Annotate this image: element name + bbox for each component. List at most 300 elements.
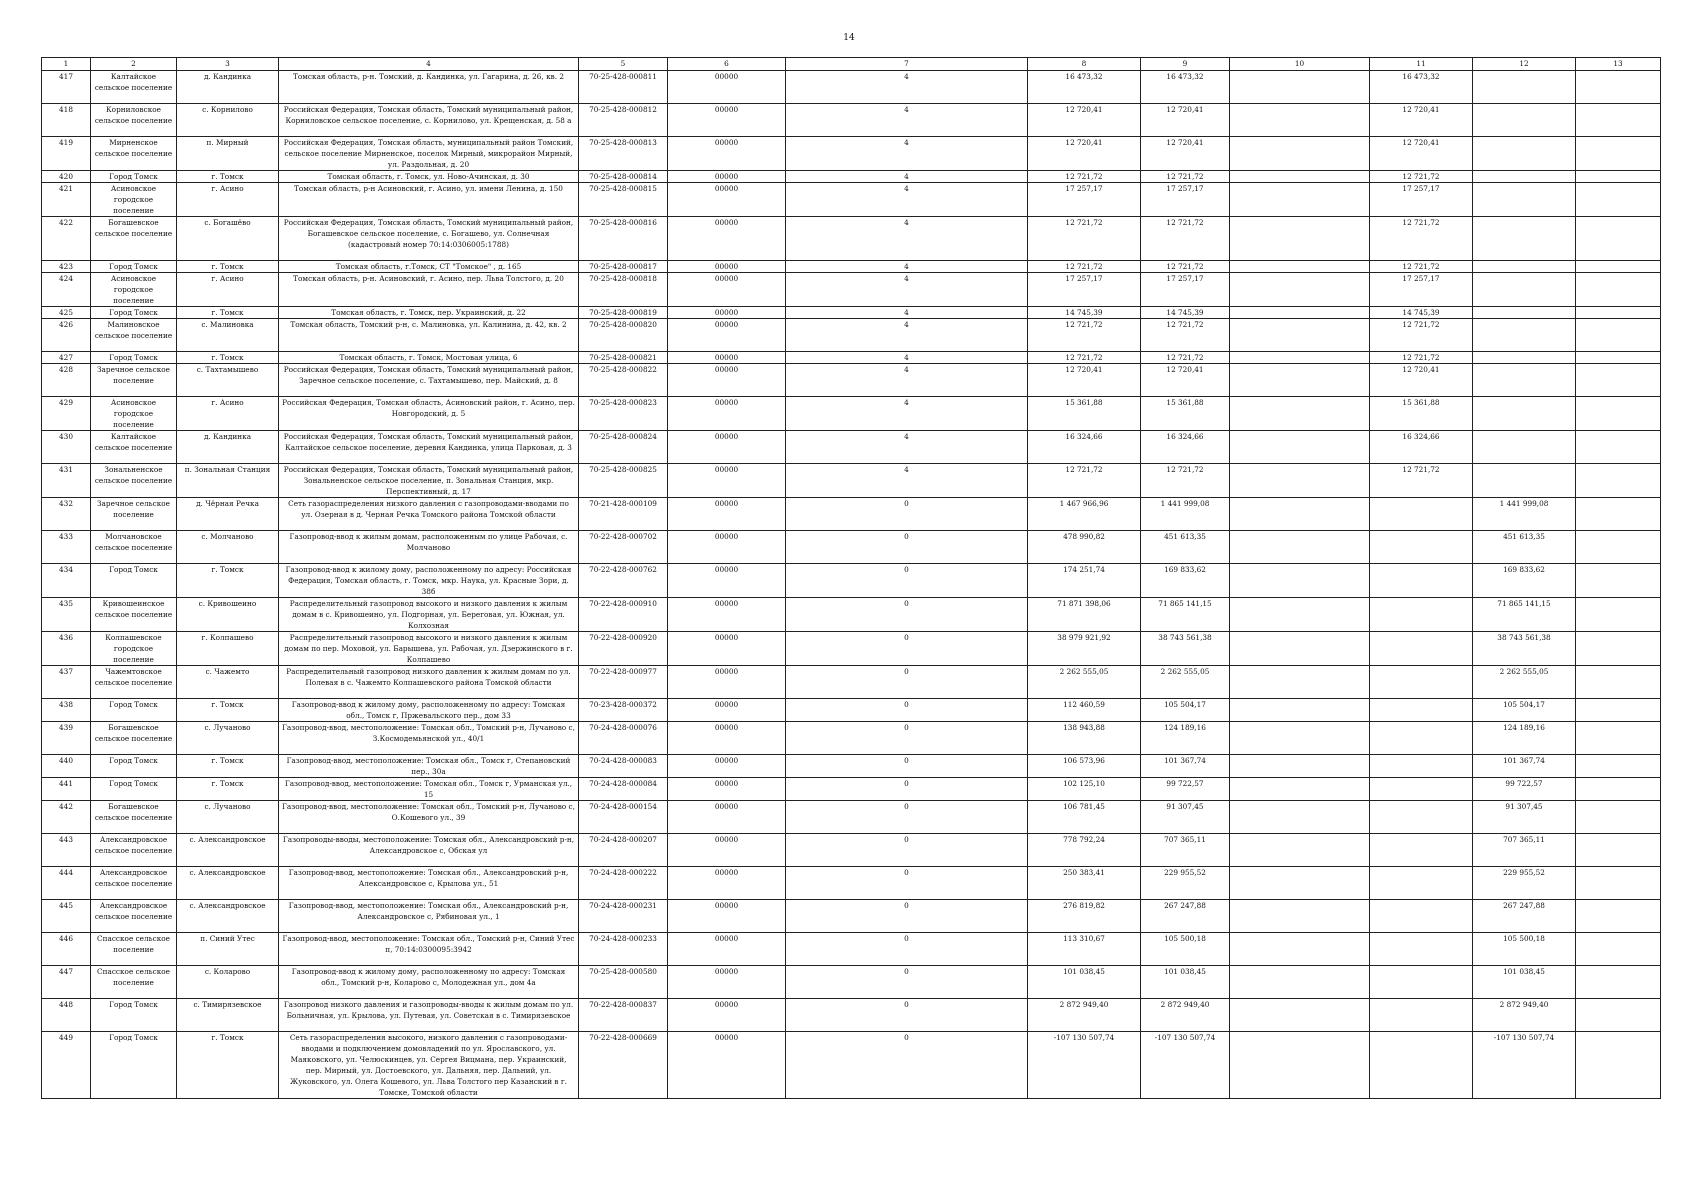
category-cell: 4 bbox=[786, 352, 1028, 364]
value-cell bbox=[1473, 319, 1576, 352]
row-number: 443 bbox=[42, 834, 91, 867]
value-cell bbox=[1230, 464, 1370, 498]
value-cell: 106 781,45 bbox=[1028, 801, 1141, 834]
value-cell bbox=[1473, 261, 1576, 273]
settlement-cell: Богашевское сельское поселение bbox=[91, 801, 177, 834]
address-cell: Газопровод низкого давления и газопроводы-вводы к жилым домам по ул. Больничная, ул. Крылова, ул. Путевая, ул. Советская в с. Тимирязевское bbox=[279, 999, 579, 1032]
value-cell bbox=[1230, 1032, 1370, 1099]
value-cell bbox=[1576, 900, 1661, 933]
value-cell bbox=[1230, 699, 1370, 722]
locality-cell: г. Асино bbox=[177, 273, 279, 307]
value-cell: 250 383,41 bbox=[1028, 867, 1141, 900]
locality-cell: п. Зональная Станция bbox=[177, 464, 279, 498]
value-cell bbox=[1230, 755, 1370, 778]
value-cell bbox=[1576, 104, 1661, 137]
object-code-cell: 70-25-428-000823 bbox=[579, 397, 668, 431]
value-cell: 12 721,72 bbox=[1370, 217, 1473, 261]
object-code-cell: 70-25-428-000822 bbox=[579, 364, 668, 397]
value-cell bbox=[1576, 352, 1661, 364]
code-cell: 00000 bbox=[668, 801, 786, 834]
code-cell: 00000 bbox=[668, 464, 786, 498]
value-cell bbox=[1576, 666, 1661, 699]
locality-cell: г. Асино bbox=[177, 397, 279, 431]
code-cell: 00000 bbox=[668, 531, 786, 564]
value-cell: 15 361,88 bbox=[1370, 397, 1473, 431]
locality-cell: с. Коларово bbox=[177, 966, 279, 999]
row-number: 442 bbox=[42, 801, 91, 834]
settlement-cell: Калтайское сельское поселение bbox=[91, 71, 177, 104]
code-cell: 00000 bbox=[668, 564, 786, 598]
value-cell bbox=[1576, 933, 1661, 966]
table-row bbox=[42, 71, 1661, 104]
value-cell bbox=[1576, 364, 1661, 397]
value-cell bbox=[1230, 778, 1370, 801]
object-code-cell: 70-25-428-000819 bbox=[579, 307, 668, 319]
locality-cell: с. Лучаново bbox=[177, 722, 279, 755]
value-cell bbox=[1473, 71, 1576, 104]
row-number: 421 bbox=[42, 183, 91, 217]
value-cell bbox=[1370, 666, 1473, 699]
settlement-cell: Город Томск bbox=[91, 307, 177, 319]
value-cell: 112 460,59 bbox=[1028, 699, 1141, 722]
value-cell: 12 721,72 bbox=[1028, 261, 1141, 273]
locality-cell: с. Тахтамышево bbox=[177, 364, 279, 397]
address-cell: Газопроводы-вводы, местоположение: Томская обл., Александровский р-н, Александровское с, Обская ул bbox=[279, 834, 579, 867]
table-row bbox=[42, 531, 1661, 564]
address-cell: Сеть газораспределения низкого давления с газопроводами-вводами по ул. Озерная в д. Черная Речка Томского района Томской области bbox=[279, 498, 579, 531]
value-cell: 12 720,41 bbox=[1141, 137, 1230, 171]
value-cell bbox=[1473, 183, 1576, 217]
category-cell: 0 bbox=[786, 999, 1028, 1032]
category-cell: 4 bbox=[786, 137, 1028, 171]
locality-cell: с. Александровское bbox=[177, 900, 279, 933]
value-cell: 38 743 561,38 bbox=[1141, 632, 1230, 666]
value-cell: 101 038,45 bbox=[1028, 966, 1141, 999]
settlement-cell: Город Томск bbox=[91, 261, 177, 273]
code-cell: 00000 bbox=[668, 104, 786, 137]
column-number: 3 bbox=[177, 58, 279, 71]
page-number: 14 bbox=[843, 33, 855, 43]
object-code-cell: 70-25-428-000817 bbox=[579, 261, 668, 273]
value-cell: 169 833,62 bbox=[1473, 564, 1576, 598]
value-cell: 707 365,11 bbox=[1141, 834, 1230, 867]
value-cell: 105 504,17 bbox=[1473, 699, 1576, 722]
column-number-row bbox=[42, 58, 1661, 71]
address-cell: Распределительный газопровод высокого и низкого давления к жилым домам в с. Кривошеино, ул. Подгорная, ул. Береговая, ул. Южная, ул. Колхозная bbox=[279, 598, 579, 632]
value-cell bbox=[1576, 319, 1661, 352]
category-cell: 0 bbox=[786, 722, 1028, 755]
value-cell bbox=[1230, 183, 1370, 217]
settlement-cell: Кривошеинское сельское поселение bbox=[91, 598, 177, 632]
value-cell: 12 721,72 bbox=[1370, 171, 1473, 183]
code-cell: 00000 bbox=[668, 1032, 786, 1099]
value-cell bbox=[1230, 666, 1370, 699]
category-cell: 4 bbox=[786, 319, 1028, 352]
row-number: 418 bbox=[42, 104, 91, 137]
value-cell: 2 262 555,05 bbox=[1141, 666, 1230, 699]
row-number: 429 bbox=[42, 397, 91, 431]
object-code-cell: 70-24-428-000222 bbox=[579, 867, 668, 900]
value-cell: -107 130 507,74 bbox=[1473, 1032, 1576, 1099]
value-cell bbox=[1230, 966, 1370, 999]
code-cell: 00000 bbox=[668, 273, 786, 307]
value-cell: 91 307,45 bbox=[1473, 801, 1576, 834]
category-cell: 0 bbox=[786, 801, 1028, 834]
value-cell: 478 990,82 bbox=[1028, 531, 1141, 564]
value-cell: 14 745,39 bbox=[1028, 307, 1141, 319]
value-cell bbox=[1230, 531, 1370, 564]
settlement-cell: Город Томск bbox=[91, 999, 177, 1032]
value-cell bbox=[1370, 632, 1473, 666]
address-cell: Газопровод-ввод, местоположение: Томская обл., Томск г, Степановский пер., 30а bbox=[279, 755, 579, 778]
table-row bbox=[42, 632, 1661, 666]
table-row bbox=[42, 171, 1661, 183]
address-cell: Российская Федерация, Томская область, Томский муниципальный район, Корниловское сельское поселение, с. Корнилово, ул. Крещенская, д. 58 а bbox=[279, 104, 579, 137]
value-cell: 267 247,88 bbox=[1141, 900, 1230, 933]
value-cell: 451 613,35 bbox=[1473, 531, 1576, 564]
object-code-cell: 70-25-428-000814 bbox=[579, 171, 668, 183]
value-cell: 12 721,72 bbox=[1141, 261, 1230, 273]
settlement-cell: Заречное сельское поселение bbox=[91, 498, 177, 531]
row-number: 440 bbox=[42, 755, 91, 778]
value-cell bbox=[1473, 273, 1576, 307]
address-cell: Распределительный газопровод высокого и низкого давления к жилым домам по пер. Моховой, ул. Барышева, ул. Рабочая, ул. Дзержинского в г. Колпашево bbox=[279, 632, 579, 666]
object-code-cell: 70-25-428-000811 bbox=[579, 71, 668, 104]
code-cell: 00000 bbox=[668, 364, 786, 397]
locality-cell: г. Томск bbox=[177, 1032, 279, 1099]
value-cell: 12 721,72 bbox=[1028, 217, 1141, 261]
locality-cell: с. Богашёво bbox=[177, 217, 279, 261]
value-cell: 101 367,74 bbox=[1141, 755, 1230, 778]
category-cell: 0 bbox=[786, 531, 1028, 564]
value-cell bbox=[1370, 900, 1473, 933]
row-number: 427 bbox=[42, 352, 91, 364]
value-cell bbox=[1473, 137, 1576, 171]
category-cell: 0 bbox=[786, 933, 1028, 966]
row-number: 432 bbox=[42, 498, 91, 531]
value-cell bbox=[1370, 722, 1473, 755]
value-cell: 17 257,17 bbox=[1028, 183, 1141, 217]
row-number: 437 bbox=[42, 666, 91, 699]
value-cell bbox=[1576, 867, 1661, 900]
value-cell bbox=[1576, 778, 1661, 801]
value-cell bbox=[1576, 431, 1661, 464]
value-cell bbox=[1576, 755, 1661, 778]
value-cell: 16 324,66 bbox=[1370, 431, 1473, 464]
value-cell: 16 473,32 bbox=[1370, 71, 1473, 104]
value-cell bbox=[1370, 867, 1473, 900]
settlement-cell: Город Томск bbox=[91, 755, 177, 778]
settlement-cell: Александровское сельское поселение bbox=[91, 900, 177, 933]
value-cell bbox=[1576, 966, 1661, 999]
object-code-cell: 70-24-428-000233 bbox=[579, 933, 668, 966]
value-cell bbox=[1576, 999, 1661, 1032]
value-cell: 12 721,72 bbox=[1370, 261, 1473, 273]
code-cell: 00000 bbox=[668, 834, 786, 867]
value-cell: 105 500,18 bbox=[1141, 933, 1230, 966]
address-cell: Российская Федерация, Томская область, Асиновский район, г. Асино, пер. Новгородский, д. 5 bbox=[279, 397, 579, 431]
settlement-cell: Город Томск bbox=[91, 171, 177, 183]
value-cell bbox=[1576, 137, 1661, 171]
locality-cell: г. Колпашево bbox=[177, 632, 279, 666]
column-number: 10 bbox=[1230, 58, 1370, 71]
category-cell: 4 bbox=[786, 261, 1028, 273]
value-cell: -107 130 507,74 bbox=[1028, 1032, 1141, 1099]
value-cell: 105 504,17 bbox=[1141, 699, 1230, 722]
row-number: 447 bbox=[42, 966, 91, 999]
locality-cell: с. Корнилово bbox=[177, 104, 279, 137]
category-cell: 0 bbox=[786, 699, 1028, 722]
value-cell bbox=[1576, 801, 1661, 834]
locality-cell: с. Молчаново bbox=[177, 531, 279, 564]
value-cell: 12 721,72 bbox=[1370, 352, 1473, 364]
value-cell: 124 189,16 bbox=[1473, 722, 1576, 755]
settlement-cell: Заречное сельское поселение bbox=[91, 364, 177, 397]
address-cell: Газопровод-ввод к жилому дому, расположенному по адресу: Томская обл., Томск г, Пржевальского пер., дом 33 bbox=[279, 699, 579, 722]
value-cell bbox=[1230, 137, 1370, 171]
address-cell: Российская Федерация, Томская область, Томский муниципальный район, Богашевское сельское поселение, с. Богашево, ул. Солнечная (кадастровый номер 70:14:0306005:1788) bbox=[279, 217, 579, 261]
value-cell: 2 872 949,40 bbox=[1141, 999, 1230, 1032]
locality-cell: п. Синий Утес bbox=[177, 933, 279, 966]
value-cell: 38 743 561,38 bbox=[1473, 632, 1576, 666]
value-cell bbox=[1576, 1032, 1661, 1099]
object-code-cell: 70-24-428-000083 bbox=[579, 755, 668, 778]
value-cell bbox=[1230, 632, 1370, 666]
value-cell: 12 721,72 bbox=[1141, 217, 1230, 261]
category-cell: 0 bbox=[786, 900, 1028, 933]
category-cell: 4 bbox=[786, 71, 1028, 104]
category-cell: 4 bbox=[786, 364, 1028, 397]
category-cell: 0 bbox=[786, 666, 1028, 699]
value-cell bbox=[1370, 999, 1473, 1032]
value-cell bbox=[1230, 933, 1370, 966]
value-cell: 105 500,18 bbox=[1473, 933, 1576, 966]
code-cell: 00000 bbox=[668, 867, 786, 900]
settlement-cell: Молчановское сельское поселение bbox=[91, 531, 177, 564]
category-cell: 0 bbox=[786, 598, 1028, 632]
code-cell: 00000 bbox=[668, 933, 786, 966]
settlement-cell: Спасское сельское поселение bbox=[91, 933, 177, 966]
value-cell bbox=[1370, 966, 1473, 999]
settlement-cell: Спасское сельское поселение bbox=[91, 966, 177, 999]
settlement-cell: Город Томск bbox=[91, 1032, 177, 1099]
value-cell bbox=[1230, 217, 1370, 261]
code-cell: 00000 bbox=[668, 722, 786, 755]
address-cell: Томская область, г.Томск, СТ "Томское" , д. 165 bbox=[279, 261, 579, 273]
table-row bbox=[42, 801, 1661, 834]
object-code-cell: 70-23-428-000372 bbox=[579, 699, 668, 722]
category-cell: 4 bbox=[786, 464, 1028, 498]
table-row bbox=[42, 999, 1661, 1032]
value-cell: 174 251,74 bbox=[1028, 564, 1141, 598]
row-number: 431 bbox=[42, 464, 91, 498]
object-code-cell: 70-22-428-000837 bbox=[579, 999, 668, 1032]
row-number: 448 bbox=[42, 999, 91, 1032]
value-cell: 15 361,88 bbox=[1141, 397, 1230, 431]
column-number: 13 bbox=[1576, 58, 1661, 71]
code-cell: 00000 bbox=[668, 261, 786, 273]
value-cell bbox=[1230, 307, 1370, 319]
value-cell bbox=[1370, 933, 1473, 966]
value-cell bbox=[1576, 598, 1661, 632]
settlement-cell: Корниловское сельское поселение bbox=[91, 104, 177, 137]
value-cell: 12 721,72 bbox=[1028, 352, 1141, 364]
settlement-cell: Богашевское сельское поселение bbox=[91, 722, 177, 755]
row-number: 436 bbox=[42, 632, 91, 666]
code-cell: 00000 bbox=[668, 397, 786, 431]
value-cell: 71 871 398,06 bbox=[1028, 598, 1141, 632]
row-number: 420 bbox=[42, 171, 91, 183]
category-cell: 0 bbox=[786, 632, 1028, 666]
row-number: 417 bbox=[42, 71, 91, 104]
table-row bbox=[42, 722, 1661, 755]
value-cell: 16 324,66 bbox=[1028, 431, 1141, 464]
table-row bbox=[42, 104, 1661, 137]
address-cell: Газопровод-ввод, местоположение: Томская обл., Александровский р-н, Александровское с, Крылова ул., 51 bbox=[279, 867, 579, 900]
column-number: 9 bbox=[1141, 58, 1230, 71]
table-row bbox=[42, 464, 1661, 498]
locality-cell: д. Чёрная Речка bbox=[177, 498, 279, 531]
table-row bbox=[42, 666, 1661, 699]
settlement-cell: Асиновское городское поселение bbox=[91, 397, 177, 431]
value-cell: 16 473,32 bbox=[1028, 71, 1141, 104]
value-cell: 17 257,17 bbox=[1141, 273, 1230, 307]
address-cell: Газопровод-ввод, местоположение: Томская обл., Томский р-н, Лучаново с, З.Космодемьянской ул., 40/1 bbox=[279, 722, 579, 755]
table-row bbox=[42, 598, 1661, 632]
value-cell bbox=[1473, 364, 1576, 397]
object-code-cell: 70-25-428-000813 bbox=[579, 137, 668, 171]
value-cell bbox=[1370, 801, 1473, 834]
address-cell: Газопровод-ввод к жилому дому, расположенному по адресу: Российская Федерация, Томская область, г. Томск, мкр. Наука, ул. Красные Зори, д. 38б bbox=[279, 564, 579, 598]
value-cell: 17 257,17 bbox=[1028, 273, 1141, 307]
value-cell bbox=[1230, 564, 1370, 598]
settlement-cell: Зональненское сельское поселение bbox=[91, 464, 177, 498]
locality-cell: г. Томск bbox=[177, 171, 279, 183]
value-cell: 12 721,72 bbox=[1141, 352, 1230, 364]
object-code-cell: 70-25-428-000820 bbox=[579, 319, 668, 352]
value-cell bbox=[1230, 834, 1370, 867]
value-cell bbox=[1370, 564, 1473, 598]
value-cell bbox=[1576, 71, 1661, 104]
code-cell: 00000 bbox=[668, 966, 786, 999]
value-cell: 229 955,52 bbox=[1473, 867, 1576, 900]
locality-cell: г. Томск bbox=[177, 778, 279, 801]
object-code-cell: 70-25-428-000580 bbox=[579, 966, 668, 999]
address-cell: Томская область, р-н. Томский, д. Кандинка, ул. Гагарина, д. 26, кв. 2 bbox=[279, 71, 579, 104]
object-code-cell: 70-25-428-000824 bbox=[579, 431, 668, 464]
value-cell: 12 720,41 bbox=[1028, 137, 1141, 171]
address-cell: Томская область, р-н Асиновский, г. Асино, ул. имени Ленина, д. 150 bbox=[279, 183, 579, 217]
value-cell bbox=[1576, 217, 1661, 261]
value-cell: 2 872 949,40 bbox=[1028, 999, 1141, 1032]
code-cell: 00000 bbox=[668, 171, 786, 183]
value-cell bbox=[1473, 431, 1576, 464]
value-cell bbox=[1230, 273, 1370, 307]
value-cell bbox=[1473, 104, 1576, 137]
value-cell bbox=[1576, 183, 1661, 217]
value-cell: 12 720,41 bbox=[1028, 364, 1141, 397]
value-cell: 12 721,72 bbox=[1141, 171, 1230, 183]
value-cell: 12 720,41 bbox=[1028, 104, 1141, 137]
value-cell: 99 722,57 bbox=[1141, 778, 1230, 801]
settlement-cell: Город Томск bbox=[91, 778, 177, 801]
value-cell bbox=[1370, 778, 1473, 801]
address-cell: Российская Федерация, Томская область, Томский муниципальный район, Зональненское сельское поселение, п. Зональная Станция, мкр. Перспективный, д. 17 bbox=[279, 464, 579, 498]
value-cell bbox=[1576, 397, 1661, 431]
settlement-cell: Город Томск bbox=[91, 699, 177, 722]
table-row bbox=[42, 966, 1661, 999]
object-code-cell: 70-22-428-000702 bbox=[579, 531, 668, 564]
value-cell: 113 310,67 bbox=[1028, 933, 1141, 966]
table-row bbox=[42, 900, 1661, 933]
table-row bbox=[42, 1032, 1661, 1099]
locality-cell: п. Мирный bbox=[177, 137, 279, 171]
table-row bbox=[42, 778, 1661, 801]
value-cell bbox=[1230, 171, 1370, 183]
column-number: 5 bbox=[579, 58, 668, 71]
settlement-cell: Колпашевское городское поселение bbox=[91, 632, 177, 666]
table-row bbox=[42, 319, 1661, 352]
code-cell: 00000 bbox=[668, 352, 786, 364]
value-cell: 38 979 921,92 bbox=[1028, 632, 1141, 666]
value-cell bbox=[1576, 632, 1661, 666]
code-cell: 00000 bbox=[668, 137, 786, 171]
code-cell: 00000 bbox=[668, 699, 786, 722]
locality-cell: с. Чажемто bbox=[177, 666, 279, 699]
value-cell bbox=[1230, 364, 1370, 397]
value-cell bbox=[1370, 598, 1473, 632]
row-number: 438 bbox=[42, 699, 91, 722]
table-row bbox=[42, 933, 1661, 966]
category-cell: 4 bbox=[786, 307, 1028, 319]
locality-cell: с. Кривошеино bbox=[177, 598, 279, 632]
category-cell: 4 bbox=[786, 217, 1028, 261]
value-cell: 12 721,72 bbox=[1370, 319, 1473, 352]
row-number: 430 bbox=[42, 431, 91, 464]
address-cell: Российская Федерация, Томская область, Томский муниципальный район, Заречное сельское поселение, с. Тахтамышево, пер. Майский, д. 8 bbox=[279, 364, 579, 397]
column-number: 8 bbox=[1028, 58, 1141, 71]
category-cell: 0 bbox=[786, 564, 1028, 598]
code-cell: 00000 bbox=[668, 431, 786, 464]
settlement-cell: Калтайское сельское поселение bbox=[91, 431, 177, 464]
column-number: 1 bbox=[42, 58, 91, 71]
value-cell: 16 473,32 bbox=[1141, 71, 1230, 104]
value-cell bbox=[1473, 464, 1576, 498]
value-cell: 276 819,82 bbox=[1028, 900, 1141, 933]
locality-cell: с. Тимирязевское bbox=[177, 999, 279, 1032]
value-cell: 267 247,88 bbox=[1473, 900, 1576, 933]
value-cell: 12 720,41 bbox=[1141, 364, 1230, 397]
category-cell: 0 bbox=[786, 867, 1028, 900]
object-code-cell: 70-22-428-000977 bbox=[579, 666, 668, 699]
row-number: 419 bbox=[42, 137, 91, 171]
value-cell: 91 307,45 bbox=[1141, 801, 1230, 834]
object-code-cell: 70-25-428-000816 bbox=[579, 217, 668, 261]
row-number: 426 bbox=[42, 319, 91, 352]
value-cell bbox=[1576, 699, 1661, 722]
address-cell: Российская Федерация, Томская область, муниципальный район Томский, сельское поселение Мирненское, поселок Мирный, микрорайон Мирный, ул. Раздольная, д. 20 bbox=[279, 137, 579, 171]
object-code-cell: 70-22-428-000920 bbox=[579, 632, 668, 666]
locality-cell: г. Томск bbox=[177, 699, 279, 722]
value-cell bbox=[1230, 598, 1370, 632]
table-row bbox=[42, 183, 1661, 217]
value-cell: 707 365,11 bbox=[1473, 834, 1576, 867]
category-cell: 0 bbox=[786, 498, 1028, 531]
column-number: 2 bbox=[91, 58, 177, 71]
value-cell bbox=[1230, 319, 1370, 352]
value-cell bbox=[1230, 352, 1370, 364]
value-cell bbox=[1576, 531, 1661, 564]
